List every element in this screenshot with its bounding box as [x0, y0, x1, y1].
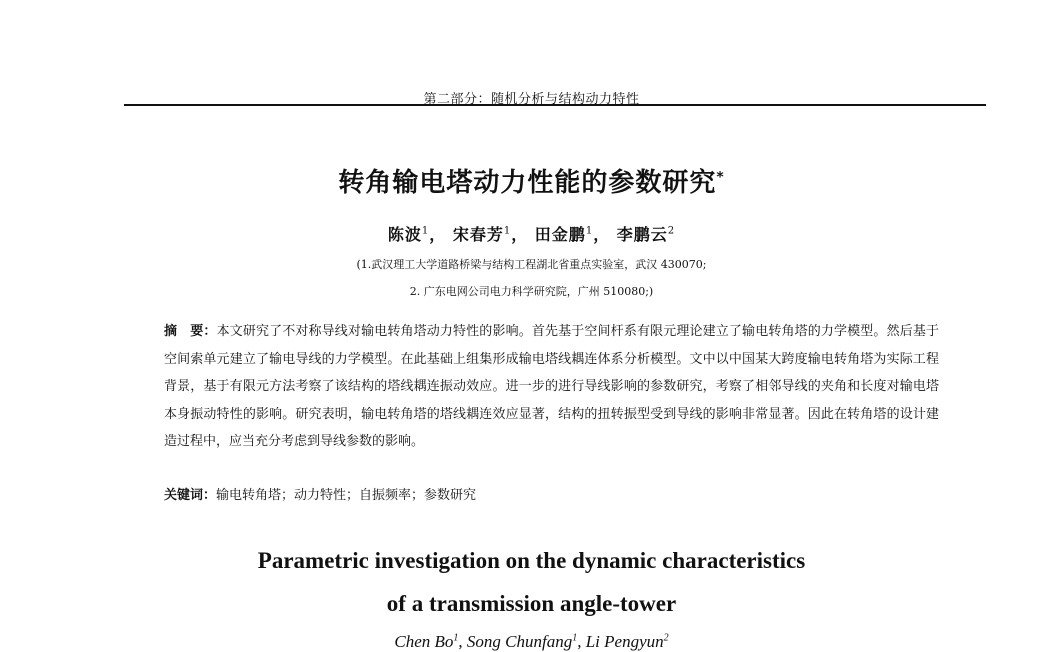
author-name: 陈波 — [387, 225, 422, 244]
author-affil-mark: 1 — [503, 225, 512, 237]
keywords-text: 输电转角塔；动力特性；自振频率；参数研究 — [216, 488, 477, 503]
affiliation-1: (1.武汉理工大学道路桥梁与结构工程湖北省重点实验室，武汉 430070; — [356, 258, 707, 271]
author-separator: , — [577, 632, 586, 651]
author-name-en: Li Pengyun — [585, 632, 664, 651]
author-separator: ， — [593, 225, 611, 244]
abstract — [164, 318, 939, 456]
paper-title-cn — [0, 162, 1063, 199]
author-name: 田金鹏 — [534, 225, 586, 244]
running-head: 第二部分：随机分析与结构动力特性 — [423, 92, 640, 107]
paper-title-en-line-1: Parametric investigation on the dynamic characteristics — [257, 548, 806, 573]
affiliation-2: 2. 广东电网公司电力科学研究院，广州 510080;) — [409, 285, 654, 298]
author-affil-mark: 2 — [667, 225, 676, 237]
abstract-label: 摘 要： — [164, 324, 217, 339]
author-affil-mark: 1 — [585, 225, 594, 237]
paper-title-en-line-2: of a transmission angle-tower — [386, 591, 677, 616]
author-name: 宋春芳 — [452, 225, 504, 244]
keywords — [164, 484, 476, 503]
author-name-en: Song Chunfang — [466, 632, 573, 651]
author-name: 李鹏云 — [616, 225, 668, 244]
author-affil-mark: 1 — [572, 632, 578, 644]
paper-title-cn-text: 转角输电塔动力性能的参数研究 — [338, 168, 717, 198]
author-separator: ， — [429, 225, 447, 244]
author-separator: , — [458, 632, 467, 651]
keywords-label: 关键词： — [164, 488, 217, 503]
author-name-en: Chen Bo — [394, 632, 454, 651]
header-rule — [124, 104, 986, 106]
title-footnote-mark: * — [716, 169, 725, 186]
author-affil-mark: 1 — [421, 225, 430, 237]
author-affil-mark: 1 — [453, 632, 459, 644]
author-list-en — [0, 632, 1063, 652]
author-list-cn — [0, 222, 1063, 245]
author-affil-mark: 2 — [663, 632, 669, 644]
abstract-text: 本文研究了不对称导线对输电转角塔动力特性的影响。首先基于空间杆系有限元理论建立了输电转角塔的力学模型。然后基于空间索单元建立了输电导线的力学模型。在此基础上组集形成输电塔线耦连体系分析模型。文中以中国某大跨度输电转角塔为实际工程背景，基于有限元方法考察了该结构的塔线耦连振动效应。进一步的进行导线影响的参数研究，考察了相邻导线的夹角和长度对输电塔本身振动特性的影响。研究表明，输电转角塔的塔线耦连效应显著，结构的扭转振型受到导线的影响非常显著。因此在转角塔的设计建造过程中，应当充分考虑到导线参数的影响。 — [164, 324, 939, 449]
author-separator: ， — [511, 225, 529, 244]
